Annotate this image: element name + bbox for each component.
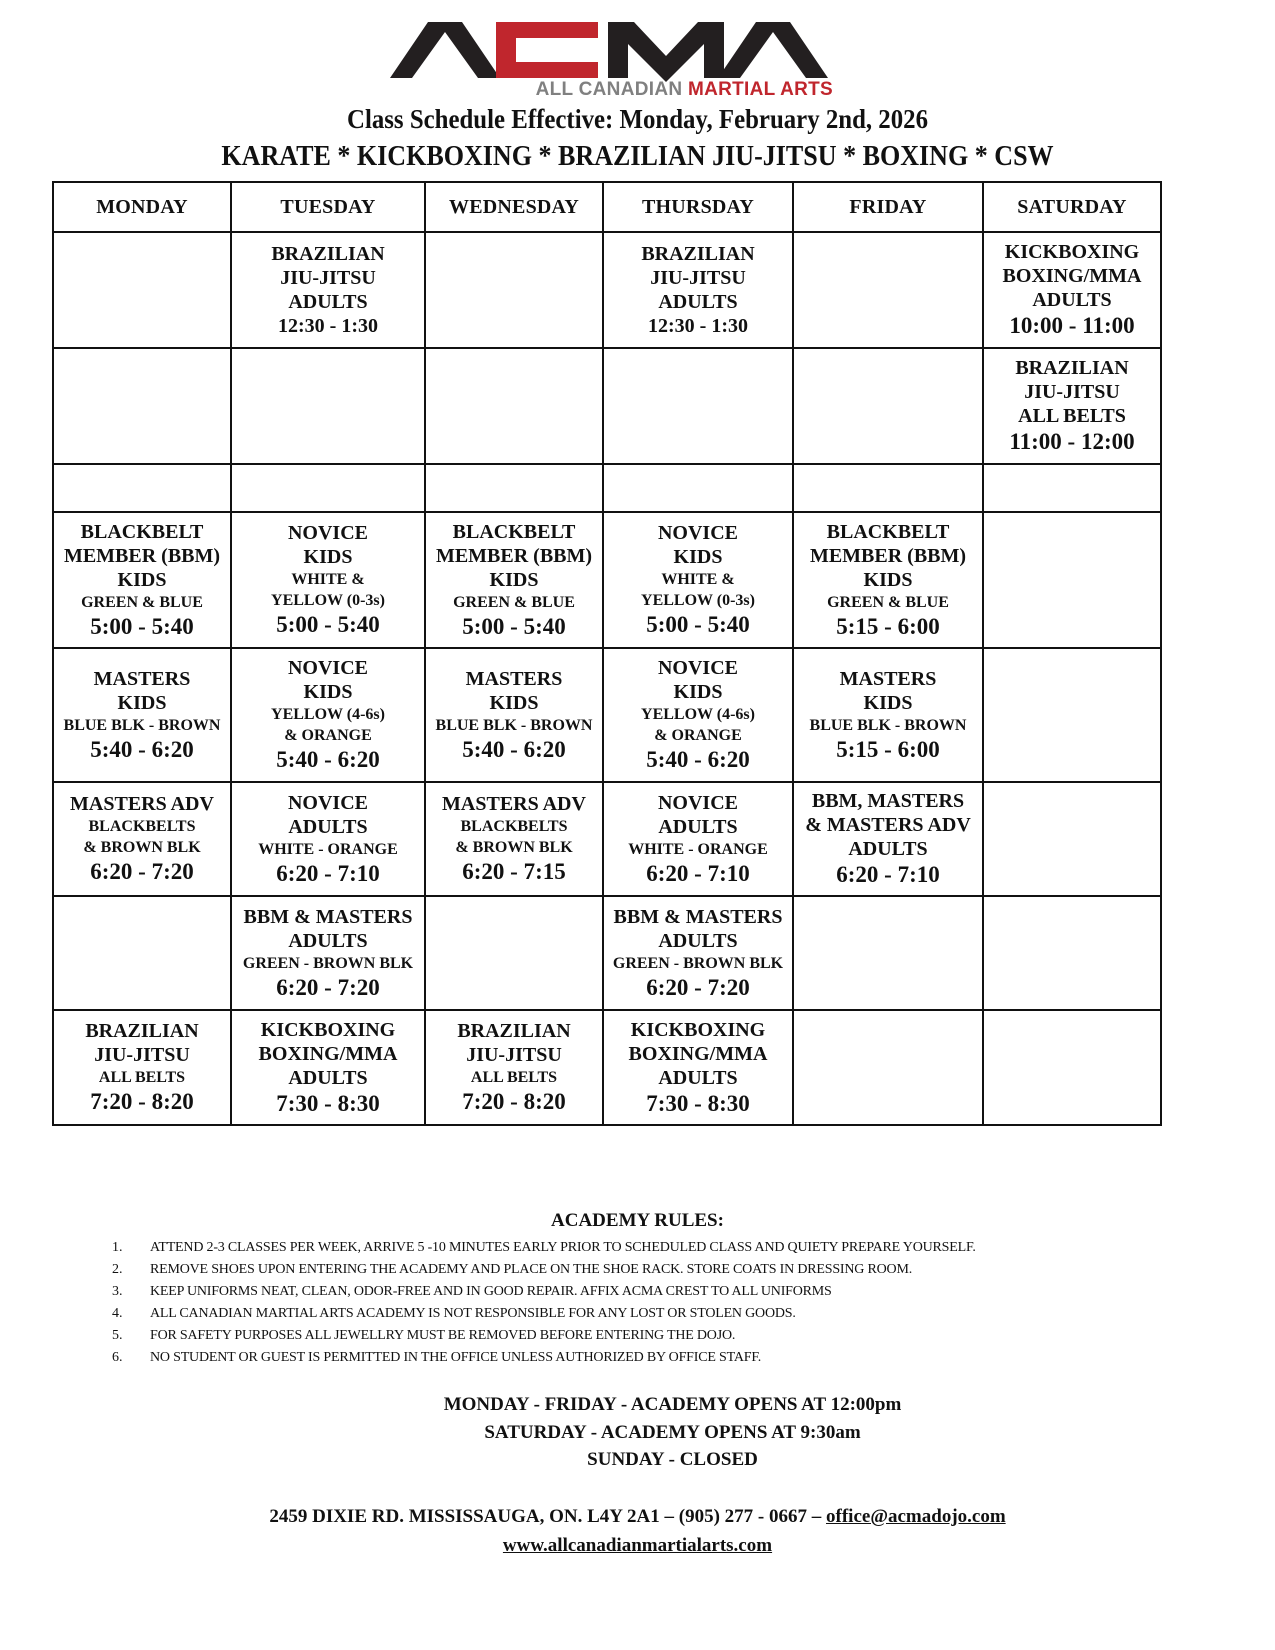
class-time: 5:00 - 5:40 (646, 612, 750, 637)
class-entry (984, 356, 1160, 456)
belt-level-line: WHITE & (661, 571, 735, 588)
class-name-line: NOVICE (657, 657, 738, 679)
schedule-body (53, 232, 1161, 1125)
class-cell-friday (793, 782, 983, 896)
class-cell-friday (793, 512, 983, 648)
class-name-line: BRAZILIAN (271, 243, 385, 265)
class-cell-tuesday (231, 648, 425, 782)
empty-cell (53, 232, 231, 348)
class-name-line: ADULTS (288, 291, 368, 313)
hours-weekday: MONDAY - FRIDAY - ACADEMY OPENS AT 12:00pm (443, 1394, 902, 1415)
class-time: 5:40 - 6:20 (646, 747, 750, 772)
class-cell-wednesday (425, 648, 603, 782)
belt-level-line: GREEN & BLUE (453, 593, 575, 611)
academy-rules-title: ACADEMY RULES: (551, 1210, 724, 1231)
class-time: 6:20 - 7:10 (836, 862, 940, 887)
class-cell-wednesday (425, 512, 603, 648)
class-name-line: BLACKBELT (80, 520, 204, 543)
belt-level-line: ALL BELTS (1018, 405, 1126, 427)
class-entry (604, 521, 792, 639)
empty-cell (425, 348, 603, 464)
class-entry (54, 792, 230, 886)
hours-saturday: SATURDAY - ACADEMY OPENS AT 9:30am (484, 1422, 861, 1443)
class-name-line: ADULTS (288, 929, 368, 952)
class-name-line: NOVICE (287, 657, 368, 679)
class-time: 6:20 - 7:15 (462, 859, 566, 884)
empty-cell (983, 896, 1161, 1010)
class-name-line: ADULTS (658, 929, 738, 952)
class-name-line: ADULTS (658, 291, 738, 313)
class-name-line: BOXING/MMA (1002, 265, 1142, 287)
belt-level-line: BLACKBELTS (460, 818, 568, 835)
class-name-line: MASTERS (465, 667, 563, 690)
class-time: 6:20 - 7:20 (276, 974, 380, 1000)
empty-cell (983, 782, 1161, 896)
rule-text: ALL CANADIAN MARTIAL ARTS ACADEMY IS NOT RESPONSIBLE FOR ANY LOST OR STOLEN GOODS. (150, 1306, 796, 1321)
empty-cell (983, 464, 1161, 512)
class-name-line: BBM, MASTERS (811, 790, 965, 812)
class-name-line: MEMBER (BBM) (435, 544, 593, 567)
class-time: 6:20 - 7:10 (646, 860, 750, 886)
class-entry (232, 656, 424, 774)
class-time: 12:30 - 1:30 (648, 315, 748, 337)
acma-logo-mark-icon (388, 16, 834, 86)
schedule-row (53, 464, 1161, 512)
class-cell-tuesday (231, 782, 425, 896)
belt-level-line: GREEN & BLUE (827, 593, 949, 611)
empty-cell (425, 232, 603, 348)
empty-cell (425, 464, 603, 512)
class-name-line: KIDS (489, 568, 539, 591)
class-name-line: & MASTERS ADV (805, 814, 971, 836)
class-time: 5:40 - 6:20 (276, 747, 380, 772)
class-schedule-table (52, 181, 1162, 1126)
class-time: 10:00 - 11:00 (1009, 313, 1135, 338)
class-time: 5:15 - 6:00 (836, 736, 940, 762)
class-cell-monday (53, 1010, 231, 1125)
email-link[interactable]: office@acmadojo.com (826, 1506, 1006, 1527)
belt-level-line: & BROWN BLK (83, 839, 201, 856)
belt-level-line: YELLOW (4-6s) (271, 706, 385, 723)
class-entry (984, 240, 1160, 340)
schedule-effective-title: Class Schedule Effective: Monday, February 2nd, 2026 (347, 104, 928, 134)
class-cell-tuesday (231, 512, 425, 648)
class-entry (54, 520, 230, 641)
class-name-line: KIDS (863, 568, 913, 591)
class-entry (794, 667, 982, 764)
class-name-line: KIDS (117, 691, 167, 714)
rule-item (112, 1347, 976, 1369)
rule-item (112, 1237, 976, 1259)
empty-cell (53, 896, 231, 1010)
class-name-line: BRAZILIAN (1015, 357, 1129, 379)
class-name-line: MASTERS ADV (70, 793, 214, 815)
class-name-line: BBM & MASTERS (613, 905, 783, 928)
class-entry (232, 1018, 424, 1118)
belt-level-line: GREEN - BROWN BLK (242, 954, 414, 972)
class-entry (604, 242, 792, 338)
class-cell-wednesday (425, 1010, 603, 1125)
class-cell-thursday (603, 232, 793, 348)
belt-level-line: YELLOW (4-6s) (641, 706, 755, 723)
class-entry (54, 667, 230, 764)
hours-sunday: SUNDAY - CLOSED (587, 1449, 758, 1470)
class-name-line: ADULTS (848, 838, 928, 860)
rule-number: 4. (112, 1306, 123, 1321)
rule-item (112, 1303, 976, 1325)
class-entry (604, 791, 792, 888)
class-name-line: KIDS (673, 546, 723, 568)
class-name-line: BLACKBELT (826, 520, 950, 543)
class-entry (54, 1019, 230, 1116)
class-cell-tuesday (231, 1010, 425, 1125)
empty-cell (425, 896, 603, 1010)
class-name-line: KICKBOXING (1004, 241, 1140, 263)
belt-level-line: GREEN & BLUE (81, 593, 203, 611)
class-name-line: ADULTS (658, 815, 738, 838)
class-name-line: JIU-JITSU (466, 1044, 562, 1066)
class-name-line: KICKBOXING (260, 1018, 396, 1041)
class-name-line: KIDS (117, 568, 167, 591)
class-entry (604, 905, 792, 1002)
class-name-line: ADULTS (288, 815, 368, 838)
class-time: 7:30 - 8:30 (276, 1090, 380, 1116)
class-entry (232, 242, 424, 338)
class-time: 6:20 - 7:20 (90, 859, 194, 884)
class-name-line: MEMBER (BBM) (809, 544, 967, 567)
belt-level-line: ALL BELTS (470, 1069, 558, 1086)
class-time: 6:20 - 7:10 (276, 860, 380, 886)
logo-subtitle-red: MARTIAL ARTS (687, 79, 833, 100)
rule-text: REMOVE SHOES UPON ENTERING THE ACADEMY AND PLACE ON THE SHOE RACK. STORE COATS IN DRESSING ROOM. (150, 1262, 913, 1277)
empty-cell (603, 348, 793, 464)
class-cell-monday (53, 648, 231, 782)
class-cell-saturday (983, 348, 1161, 464)
belt-level-line: GREEN - BROWN BLK (612, 954, 784, 972)
class-name-line: MASTERS (93, 667, 191, 690)
class-cell-wednesday (425, 782, 603, 896)
logo-subtitle-gray: ALL CANADIAN (535, 79, 683, 100)
website-line (0, 1535, 1275, 1557)
class-cell-thursday (603, 896, 793, 1010)
empty-cell (793, 896, 983, 1010)
rule-text: NO STUDENT OR GUEST IS PERMITTED IN THE OFFICE UNLESS AUTHORIZED BY OFFICE STAFF. (150, 1350, 762, 1365)
empty-cell (793, 1010, 983, 1125)
class-name-line: BOXING/MMA (628, 1042, 768, 1065)
class-name-line: BLACKBELT (452, 520, 576, 543)
class-entry (426, 1019, 602, 1116)
rule-item (112, 1325, 976, 1347)
belt-level-line: YELLOW (0-3s) (641, 592, 755, 609)
day-header-thursday: THURSDAY (603, 182, 793, 232)
class-cell-thursday (603, 782, 793, 896)
class-time: 7:20 - 8:20 (90, 1089, 194, 1114)
rule-text: FOR SAFETY PURPOSES ALL JEWELLRY MUST BE REMOVED BEFORE ENTERING THE DOJO. (150, 1328, 736, 1343)
empty-cell (603, 464, 793, 512)
schedule-row (53, 782, 1161, 896)
class-name-line: NOVICE (287, 791, 368, 814)
class-name-line: BRAZILIAN (457, 1020, 571, 1042)
class-name-line: KIDS (303, 681, 353, 703)
empty-cell (793, 464, 983, 512)
belt-level-line: & ORANGE (654, 727, 742, 744)
schedule-row (53, 348, 1161, 464)
class-name-line: KIDS (673, 681, 723, 703)
class-name-line: ADULTS (1032, 289, 1112, 311)
empty-cell (793, 348, 983, 464)
class-entry (426, 667, 602, 764)
class-name-line: NOVICE (287, 522, 368, 544)
class-name-line: BRAZILIAN (641, 243, 755, 265)
class-cell-friday (793, 648, 983, 782)
day-header-wednesday: WEDNESDAY (425, 182, 603, 232)
class-cell-thursday (603, 648, 793, 782)
day-header-friday: FRIDAY (793, 182, 983, 232)
empty-cell (53, 464, 231, 512)
rule-number: 3. (112, 1284, 123, 1299)
class-time: 6:20 - 7:20 (646, 974, 750, 1000)
belt-level-line: WHITE - ORANGE (258, 840, 398, 858)
empty-cell (53, 348, 231, 464)
class-name-line: KIDS (303, 546, 353, 568)
rule-number: 2. (112, 1262, 123, 1277)
class-entry (232, 905, 424, 1002)
contact-line (0, 1506, 1275, 1528)
disciplines-title: KARATE * KICKBOXING * BRAZILIAN JIU-JITSU * BOXING * CSW (221, 141, 1054, 172)
rule-number: 5. (112, 1328, 123, 1343)
schedule-row (53, 1010, 1161, 1125)
class-name-line: BOXING/MMA (258, 1042, 398, 1065)
class-time: 5:00 - 5:40 (90, 613, 194, 639)
class-time: 7:20 - 8:20 (462, 1089, 566, 1114)
class-name-line: ADULTS (658, 1066, 738, 1089)
class-name-line: MASTERS ADV (442, 793, 586, 815)
class-entry (232, 791, 424, 888)
class-time: 7:30 - 8:30 (646, 1090, 750, 1116)
class-name-line: JIU-JITSU (280, 267, 376, 289)
empty-cell (231, 348, 425, 464)
schedule-row (53, 512, 1161, 648)
empty-cell (793, 232, 983, 348)
class-name-line: ADULTS (288, 1066, 368, 1089)
class-name-line: JIU-JITSU (1024, 381, 1120, 403)
class-cell-monday (53, 512, 231, 648)
belt-level-line: BLUE BLK - BROWN (809, 716, 967, 734)
class-name-line: NOVICE (657, 791, 738, 814)
rule-number: 1. (112, 1240, 123, 1255)
belt-level-line: YELLOW (0-3s) (271, 592, 385, 609)
belt-level-line: WHITE - ORANGE (628, 840, 768, 858)
day-header-tuesday: TUESDAY (231, 182, 425, 232)
belt-level-line: & ORANGE (284, 727, 372, 744)
day-header-monday: MONDAY (53, 182, 231, 232)
rule-item (112, 1281, 976, 1303)
belt-level-line: BLUE BLK - BROWN (63, 716, 221, 734)
class-cell-monday (53, 782, 231, 896)
belt-level-line: WHITE & (291, 571, 365, 588)
class-entry (794, 789, 982, 889)
class-entry (426, 792, 602, 886)
empty-cell (983, 1010, 1161, 1125)
class-time: 11:00 - 12:00 (1009, 429, 1135, 454)
rule-text: KEEP UNIFORMS NEAT, CLEAN, ODOR-FREE AND IN GOOD REPAIR. AFFIX ACMA CREST TO ALL UNIFORMS (150, 1284, 832, 1299)
rule-number: 6. (112, 1350, 123, 1365)
rule-item (112, 1259, 976, 1281)
class-name-line: NOVICE (657, 522, 738, 544)
class-time: 5:00 - 5:40 (462, 613, 566, 639)
class-time: 5:15 - 6:00 (836, 613, 940, 639)
class-name-line: KIDS (489, 691, 539, 714)
class-cell-tuesday (231, 232, 425, 348)
class-name-line: JIU-JITSU (650, 267, 746, 289)
class-name-line: MEMBER (BBM) (63, 544, 221, 567)
day-header-row (53, 182, 1161, 232)
address-phone: 2459 DIXIE RD. MISSISSAUGA, ON. L4Y 2A1 – (905) 277 - 0667 – (269, 1506, 827, 1527)
class-cell-thursday (603, 512, 793, 648)
class-time: 5:40 - 6:20 (462, 736, 566, 762)
belt-level-line: BLUE BLK - BROWN (435, 716, 593, 734)
empty-cell (983, 512, 1161, 648)
schedule-row (53, 896, 1161, 1010)
class-name-line: MASTERS (839, 667, 937, 690)
belt-level-line: & BROWN BLK (455, 839, 573, 856)
class-cell-tuesday (231, 896, 425, 1010)
schedule-row (53, 232, 1161, 348)
class-name-line: KIDS (863, 691, 913, 714)
website-link[interactable]: www.allcanadianmartialarts.com (502, 1535, 773, 1556)
logo-subtitle (503, 80, 833, 100)
class-cell-thursday (603, 1010, 793, 1125)
class-entry (794, 520, 982, 641)
day-header-saturday: SATURDAY (983, 182, 1161, 232)
academy-rules-list (112, 1237, 976, 1369)
class-entry (604, 656, 792, 774)
empty-cell (231, 464, 425, 512)
schedule-row (53, 648, 1161, 782)
class-time: 5:40 - 6:20 (90, 736, 194, 762)
class-entry (426, 520, 602, 641)
class-name-line: JIU-JITSU (94, 1044, 190, 1066)
belt-level-line: BLACKBELTS (88, 818, 196, 835)
class-entry (604, 1018, 792, 1118)
class-name-line: BRAZILIAN (85, 1020, 199, 1042)
rule-text: ATTEND 2-3 CLASSES PER WEEK, ARRIVE 5 -10 MINUTES EARLY PRIOR TO SCHEDULED CLASS AND QUIETY PREPARE YOURSELF. (150, 1240, 976, 1255)
class-name-line: BBM & MASTERS (243, 905, 413, 928)
empty-cell (983, 648, 1161, 782)
class-name-line: KICKBOXING (630, 1018, 766, 1041)
class-entry (232, 521, 424, 639)
belt-level-line: ALL BELTS (98, 1069, 186, 1086)
class-time: 12:30 - 1:30 (278, 315, 378, 337)
class-cell-saturday (983, 232, 1161, 348)
class-time: 5:00 - 5:40 (276, 612, 380, 637)
